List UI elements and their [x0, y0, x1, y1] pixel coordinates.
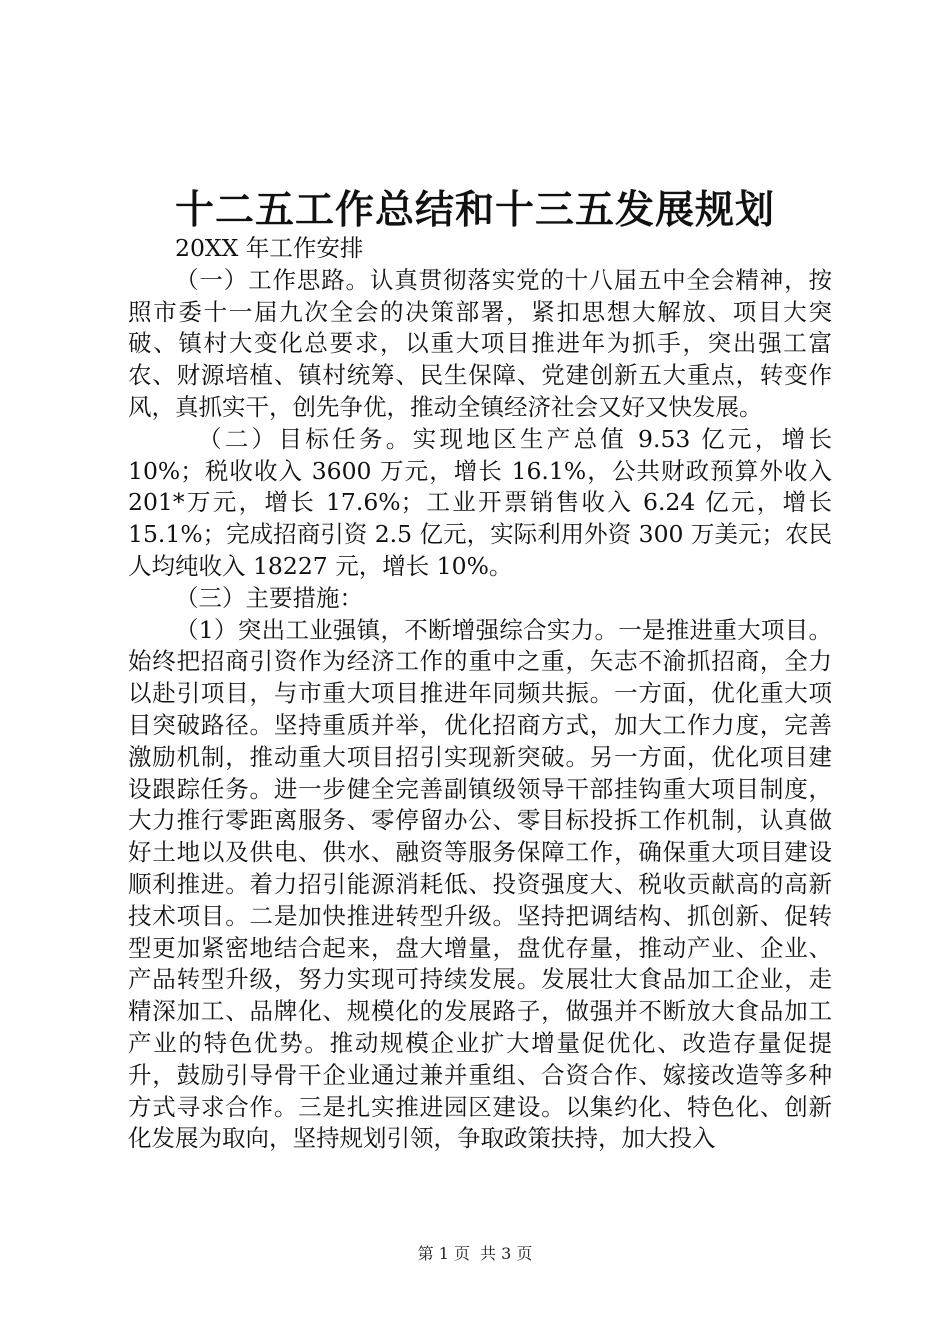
paragraph-measures-heading: （三）主要措施： — [175, 583, 363, 612]
paragraph-work-approach: （一）工作思路。认真贯彻落实党的十八届五中全会精神，按照市委十一届九次全会的决策部署，紧扣思想大解放、项目大突破、镇村大变化总要求，以重大项目推进年为抓手，突出强工富农、财源培植、镇村统筹、民生保障、党建创新五大重点，转变作风，真抓实干，创先争优，推动全镇经济社会又好又快发展。 — [128, 265, 832, 421]
document-body — [128, 233, 832, 1155]
paragraph-targets: （二）目标任务。实现地区生产总值 9.53 亿元，增长 10%；税收收入 3600 万元，增长 16.1%，公共财政预算外收入 201*万元，增长 17.6%；工业开票销售收入 6.24 亿元，增长 15.1%；完成招商引资 2.5 亿元，实际利用外资 300 万美元；农民人均纯收入 18227 元，增长 10%。 — [128, 424, 832, 580]
page-footer — [0, 1244, 950, 1264]
page-total: 共 3 页 — [480, 1244, 533, 1263]
document-title: 十二五工作总结和十三五发展规划 — [174, 187, 775, 233]
paragraph-industry: （1）突出工业强镇，不断增强综合实力。一是推进重大项目。始终把招商引资作为经济工作的重中之重，矢志不渝抓招商，全力以赴引项目，与市重大项目推进年同频共振。一方面，优化重大项目突破路径。坚持重质并举，优化招商方式，加大工作力度，完善激励机制，推动重大项目招引实现新突破。另一方面，优化项目建设跟踪任务。进一步健全完善副镇级领导干部挂钩重大项目制度，大力推行零距离服务、零停留办公、零目标投拆工作机制，认真做好土地以及供电、供水、融资等服务保障工作，确保重大项目建设顺利推进。着力招引能源消耗低、投资强度大、税收贡献高的高新技术项目。二是加快推进转型升级。坚持把调结构、抓创新、促转型更加紧密地结合起来，盘大增量，盘优存量，推动产业、企业、产品转型升级，努力实现可持续发展。发展壮大食品加工企业，走精深加工、品牌化、规模化的发展路子，做强并不断放大食品加工产业的特色优势。推动规模企业扩大增量促优化、改造存量促提升，鼓励引导骨干企业通过兼并重组、合资合作、嫁接改造等多种方式寻求合作。三是扎实推进园区建设。以集约化、特色化、创新化发展为取向，坚持规划引领，争取政策扶持，加大投入 — [128, 615, 832, 1153]
page-number: 第 1 页 — [417, 1244, 470, 1263]
section-heading: 20XX 年工作安排 — [175, 234, 364, 262]
